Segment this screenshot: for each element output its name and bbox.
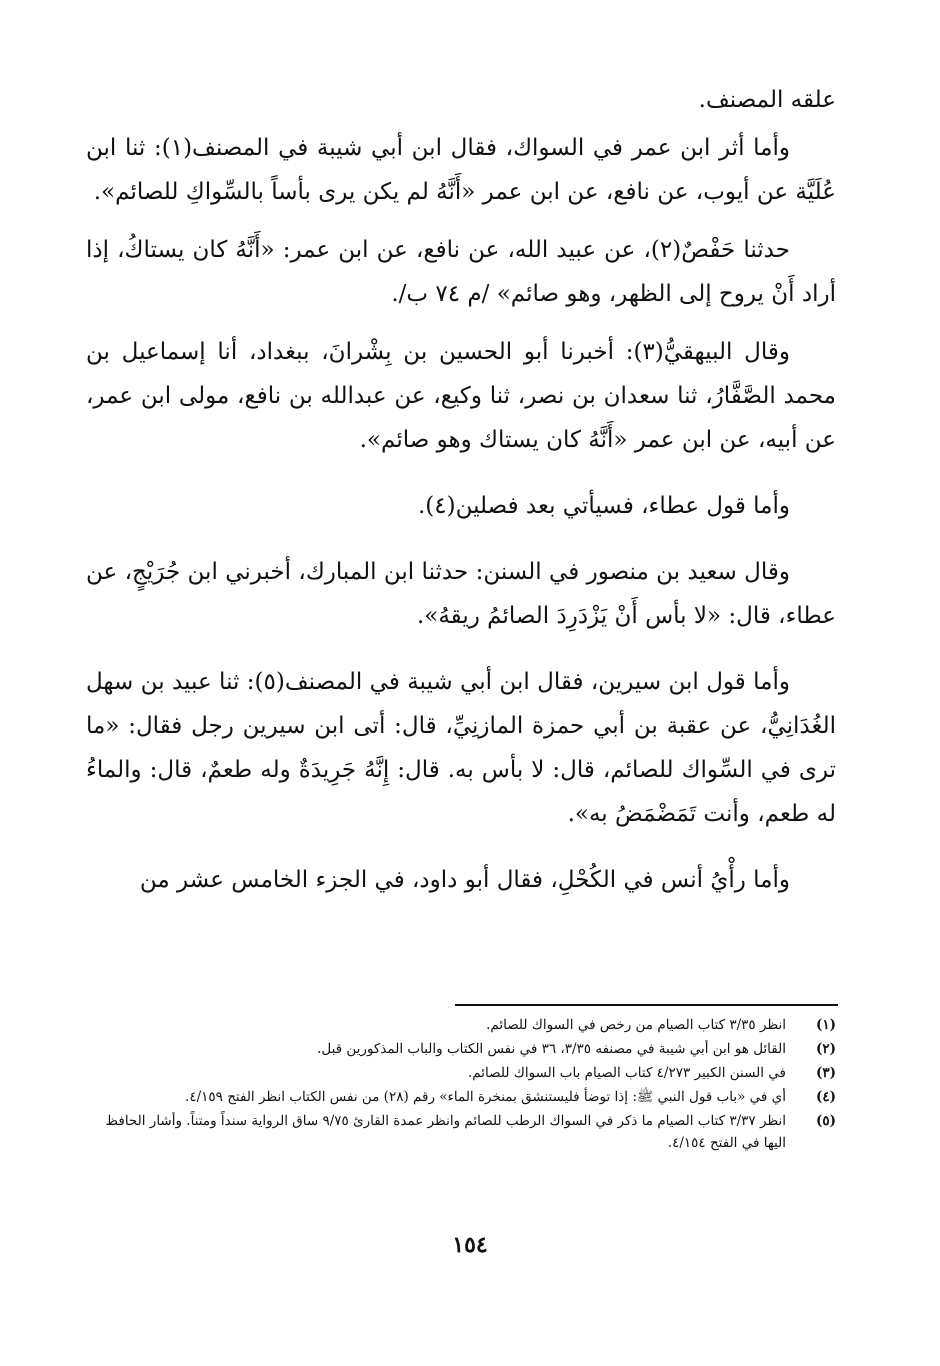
footnote-number: (٢): [815, 1041, 836, 1057]
footnote-item: [86, 1110, 836, 1154]
footnote-item: [86, 1086, 836, 1108]
footnote-item: [86, 1038, 836, 1060]
paragraph-continuation: علقه المصنف.: [698, 87, 836, 113]
paragraph-ibn-sirin-saying: وأما قول ابن سيرين، فقال ابن أبي شيبة في المصنف(٥): ثنا عبيد بن سهل الغُدَانِيُّ، عن عقبة بن أبي حمزة المازنِيِّ، قال: أتى ابن سيرين رجل فقال: «ما ترى في السِّواك للصائم، قال: لا بأس به. قال: إِنَّهُ جَرِيدَةٌ وله طعمٌ، قال: والماءُ له طعم، وأنت تَمَضْمَضُ به».: [86, 669, 836, 827]
page-number: ١٥٤: [452, 1232, 488, 1258]
paragraph-ata-saying: وأما قول عطاء، فسيأتي بعد فصلين(٤).: [417, 493, 790, 519]
footnote-item: [86, 1062, 836, 1084]
main-text: [86, 78, 836, 924]
footnote-number: (٣): [815, 1065, 836, 1081]
footnote-text: انظر ٣/٣٧ كتاب الصيام ما ذكر في السواك الرطب للصائم وانظر عمدة القارئ ٩/٧٥ ساق الرواية سنداً ومتناً. وأشار الحافظ اليها في الفتح ٤/١٥٤.: [105, 1113, 786, 1151]
footnote-text: انظر ٣/٣٥ كتاب الصيام من رخص في السواك للصائم.: [486, 1017, 786, 1033]
paragraph-ibn-umar-siwak: وأما أثر ابن عمر في السواك، فقال ابن أبي شيبة في المصنف(١): ثنا ابن عُلَيَّة عن أيوب، عن نافع، عن ابن عمر «أَنَّهُ لم يكن يرى بأساً بالسِّواكِ للصائم».: [86, 135, 836, 205]
footnote-number: (١): [815, 1017, 836, 1033]
paragraph-hafs-narration: حدثنا حَفْصٌ(٢)، عن عبيد الله، عن نافع، عن ابن عمر: «أَنَّهُ كان يستاكُ، إذا أراد أَنْ يروح إلى الظهر، وهو صائم» /م ٧٤ ب/.: [86, 237, 836, 307]
footnote-text: القائل هو ابن أبي شيبة في مصنفه ٣/٣٥، ٣٦ في نفس الكتاب والباب المذكورين قبل.: [317, 1041, 786, 1057]
footnote-number: (٤): [815, 1089, 836, 1105]
footnote-separator: [455, 1004, 838, 1006]
paragraph-anas-kohl: وأما رأْيُ أنس في الكُحْلِ، فقال أبو داود، في الجزء الخامس عشر من: [139, 867, 790, 893]
footnote-text: في السنن الكبير ٤/٢٧٣ كتاب الصيام باب السواك للصائم.: [468, 1065, 786, 1081]
paragraph-bayhaqi-narration: وقال البيهقيُّ(٣): أخبرنا أبو الحسين بن بِشْرانَ، ببغداد، أنا إسماعيل بن محمد الصَّفَّارُ، ثنا سعدان بن نصر، ثنا وكيع، عن عبدالله بن نافع، مولى ابن عمر، عن أبيه، عن ابن عمر «أَنَّهُ كان يستاك وهو صائم».: [86, 339, 836, 453]
footnote-number: (٥): [815, 1113, 836, 1129]
footnote-item: [86, 1014, 836, 1036]
footnotes: [86, 1014, 836, 1156]
footnote-text: أي في «باب قول النبي ﷺ: إذا توضأ فليستنشق بمنخرة الماء» رقم (٢٨) من نفس الكتاب انظر الفتح ٤/١٥٩.: [185, 1089, 786, 1105]
paragraph-said-ibn-mansur: وقال سعيد بن منصور في السنن: حدثنا ابن المبارك، أخبرني ابن جُرَيْجٍ، عن عطاء، قال: «لا بأس أَنْ يَزْدَرِدَ الصائمُ ريقهُ».: [86, 559, 836, 629]
